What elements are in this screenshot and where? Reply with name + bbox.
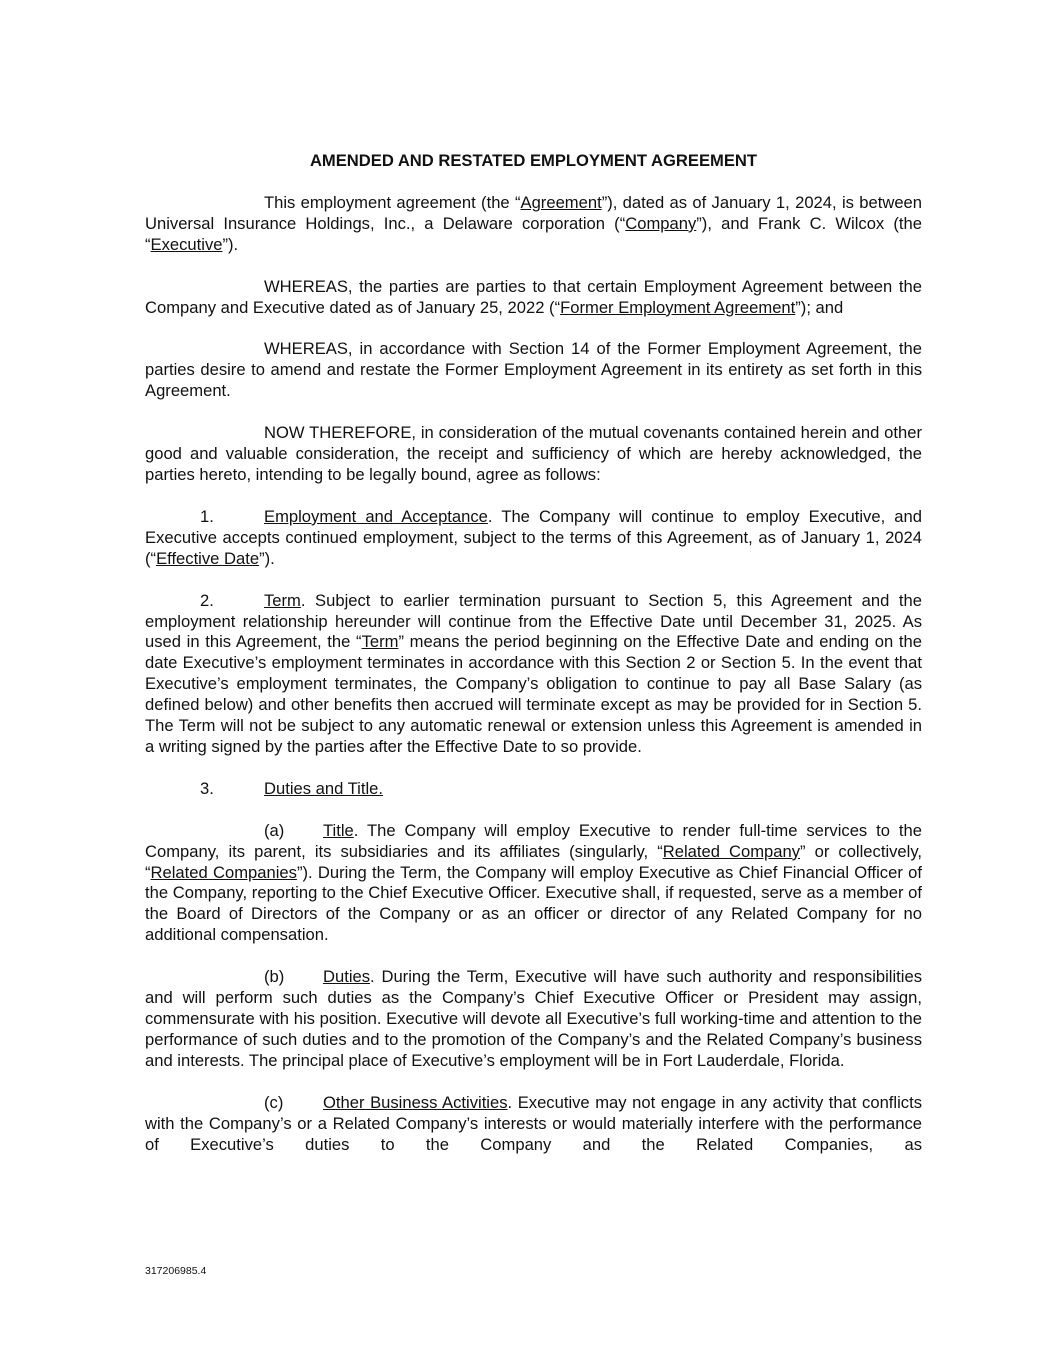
- text-segment: . The Company will employ Executive to render full-time services to the Company, its parent, its subsidiaries and its affiliates (singularly, “: [145, 820, 922, 861]
- defined-term: Former Employment Agreement: [560, 297, 796, 317]
- document-title: AMENDED AND RESTATED EMPLOYMENT AGREEMENT: [309, 151, 758, 170]
- defined-term: Title: [323, 820, 354, 840]
- defined-term: Term: [264, 590, 301, 610]
- text-segment: . During the Term, Executive will have such authority and responsibilities and will perform such duties as the Company’s Chief Executive Officer or President may assign, commensurate with his position. Executive will devote all Executive’s full working-time and attention to the performance of such duties and to the promotion of the Company’s and the Related Company’s business and interests. The principal place of Executive’s employment will be in Fort Lauderdale, Florida.: [145, 967, 922, 1070]
- paragraph: [145, 967, 922, 1072]
- text-segment: . Subject to earlier termination pursuant to Section 5, this Agreement and the employment relationship hereunder will continue from the Effective Date until December 31, 2025. As used in this Agreement, the “: [145, 590, 922, 652]
- defined-term: Duties: [323, 967, 371, 987]
- text-segment: WHEREAS, the parties are parties to that certain Employment Agreement between the Company and Executive dated as of January 25, 2022 (“: [145, 276, 922, 317]
- defined-term: Other Business Activities: [323, 1092, 508, 1112]
- text-segment: This employment agreement (the “: [264, 192, 521, 212]
- text-segment: ” or collectively, “: [145, 841, 923, 882]
- document-page: [145, 151, 922, 1176]
- paragraph: [145, 193, 922, 256]
- defined-term: Term: [361, 632, 399, 652]
- section-number: 2.: [200, 590, 214, 610]
- paragraph: [145, 423, 922, 486]
- paragraph: [145, 821, 922, 946]
- text-segment: ” means the period beginning on the Effective Date and ending on the date Executive’s employment terminates in accordance with this Section 2 or Section 5. In the event that Executive’s employment terminates, the Company’s obligation to continue to pay all Base Salary (as defined below) and other benefits then accrued will terminate except as may be provided for in Section 5. The Term will not be subject to any automatic renewal or extension unless this Agreement is amended in a writing signed by the parties after the Effective Date to so provide.: [145, 632, 922, 756]
- text-segment: . Executive may not engage in any activity that conflicts with the Company’s or a Related Company’s interests or would materially interfere with the performance of Executive’s duties to the Company and the Related Companies, as: [145, 1092, 922, 1154]
- defined-term: Related Companies: [150, 862, 297, 882]
- text-segment: ”); and: [795, 297, 844, 317]
- text-segment: NOW THEREFORE, in consideration of the mutual covenants contained herein and other good and valuable consideration, the receipt and sufficiency of which are hereby acknowledged, the parties hereto, intending to be legally bound, agree as follows:: [145, 423, 922, 484]
- section-number: (b): [264, 967, 285, 987]
- paragraph: [145, 591, 922, 758]
- paragraph: [145, 779, 922, 800]
- defined-term: Effective Date: [156, 548, 260, 568]
- section-number: 1.: [200, 506, 214, 526]
- text-segment: ”), dated as of January 1, 2024, is between Universal Insurance Holdings, Inc., a Delaware corporation (“: [145, 192, 922, 233]
- defined-term: Agreement: [520, 192, 602, 212]
- paragraph: [145, 507, 922, 570]
- paragraph: [145, 277, 922, 319]
- text-segment: ”). During the Term, the Company will employ Executive as Chief Financial Officer of the Company, reporting to the Chief Executive Officer. Executive shall, if requested, serve as a member of the Board of Directors of the Company or as an officer or director of any Related Company for no additional compensation.: [145, 862, 922, 945]
- text-segment: ”).: [222, 234, 239, 254]
- paragraph: [145, 339, 922, 402]
- text-segment: WHEREAS, in accordance with Section 14 of the Former Employment Agreement, the parties desire to amend and restate the Former Employment Agreement in its entirety as set forth in this Agreement.: [145, 339, 922, 401]
- document-id-footer: 317206985.4: [145, 1265, 207, 1277]
- defined-term: Duties and Title.: [264, 778, 383, 798]
- section-number: (a): [264, 820, 285, 840]
- section-number: (c): [264, 1092, 284, 1112]
- text-segment: ”), and Frank C. Wilcox (the “: [145, 213, 922, 254]
- defined-term: Company: [625, 213, 697, 233]
- defined-term: Executive: [150, 234, 223, 254]
- text-segment: . The Company will continue to employ Executive, and Executive accepts continued employment, subject to the terms of this Agreement, as of January 1, 2024 (“: [145, 506, 922, 568]
- document-body: [145, 193, 922, 1156]
- defined-term: Related Company: [662, 841, 801, 861]
- section-number: 3.: [200, 778, 214, 798]
- defined-term: Employment and Acceptance: [264, 506, 488, 526]
- text-segment: ”).: [259, 548, 275, 568]
- paragraph: [145, 1093, 922, 1156]
